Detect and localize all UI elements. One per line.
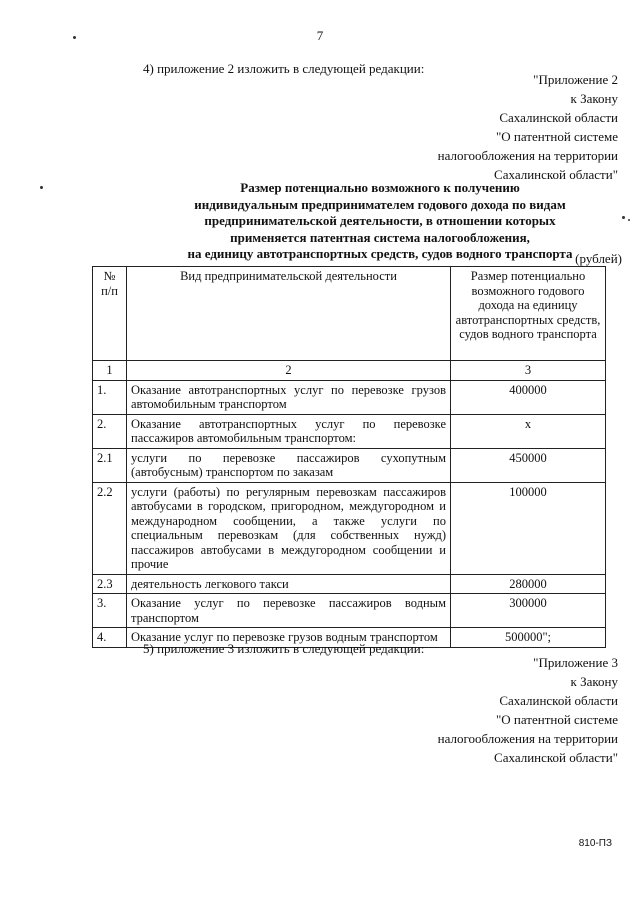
header-number: № п/п (93, 267, 127, 361)
amendment-4-text: 4) приложение 2 изложить в следующей редакции: (143, 61, 425, 76)
row-number: 2.2 (93, 482, 127, 574)
row-activity: услуги (работы) по регулярным перевозкам пассажиров автобусами в городском, пригородном, междугородном и международном сообщении, а также услуги по специальным перевозкам (для собственных нужд) пассажиров автобусами в междугородном сообщении и прочие (127, 482, 451, 574)
row-activity: услуги по перевозке пассажиров сухопутным (автобусным) транспортом по заказам (127, 448, 451, 482)
row-activity: деятельность легкового такси (127, 574, 451, 594)
attachment-2-line: Сахалинской области" (494, 167, 618, 182)
row-value: 100000 (451, 482, 606, 574)
header-income: Размер потенциально возможного годового дохода на единицу автотранспортных средств, судов водного транспорта (451, 267, 606, 361)
scan-speck (622, 216, 625, 219)
table-row (93, 380, 606, 414)
index-cell: 2 (127, 361, 451, 381)
attachment-3-line: к Закону (570, 674, 618, 689)
header-activity: Вид предпринимательской деятельности (127, 267, 451, 361)
row-activity: Оказание услуг по перевозке пассажиров водным транспортом (127, 594, 451, 628)
attachment-2-line: "О патентной системе (495, 129, 618, 144)
page-number: 7 (316, 28, 324, 43)
row-value: х (451, 414, 606, 448)
row-activity: Оказание автотранспортных услуг по перевозке пассажиров автомобильным транспортом: (127, 414, 451, 448)
index-cell: 3 (451, 361, 606, 381)
table-heading (150, 180, 610, 263)
row-number: 2. (93, 414, 127, 448)
attachment-3-line: "О патентной системе (495, 712, 618, 727)
amendment-5-text: 5) приложение 3 изложить в следующей редакции: (143, 641, 425, 656)
attachment-3-line: Сахалинской области (499, 693, 618, 708)
attachment-3-line: налогообложения на территории (437, 731, 618, 746)
scan-speck (73, 36, 76, 39)
row-value: 400000 (451, 380, 606, 414)
row-value: 280000 (451, 574, 606, 594)
row-activity: Оказание услуг по перевозке грузов водным транспортом (127, 628, 451, 648)
attachment-2-line: Сахалинской области (499, 110, 618, 125)
row-number: 2.1 (93, 448, 127, 482)
table-row (93, 482, 606, 574)
row-number: 4. (93, 628, 127, 648)
row-number: 3. (93, 594, 127, 628)
attachment-2-line: "Приложение 2 (533, 72, 618, 87)
attachment-2-line: к Закону (570, 91, 618, 106)
scan-speck (40, 186, 43, 189)
attachment-2-block (438, 70, 618, 184)
table-row (93, 414, 606, 448)
table-row (93, 448, 606, 482)
table-row (93, 594, 606, 628)
table-row (93, 574, 606, 594)
row-value: 500000"; (451, 628, 606, 648)
document-code: 810-ПЗ (578, 838, 612, 849)
attachment-3-line: "Приложение 3 (533, 655, 618, 670)
attachment-3-line: Сахалинской области" (494, 750, 618, 765)
row-number: 2.3 (93, 574, 127, 594)
unit-label: (рублей) (575, 251, 622, 266)
heading-line: применяется патентная система налогообложения, (230, 229, 530, 245)
row-value: 450000 (451, 448, 606, 482)
heading-line: на единицу автотранспортных средств, судов водного транспорта (187, 246, 573, 261)
attachment-2-line: налогообложения на территории (437, 148, 618, 163)
heading-line: индивидуальным предпринимателем годового дохода по видам (194, 196, 566, 212)
heading-line: предпринимательской деятельности, в отношении которых (204, 213, 556, 228)
income-table (92, 266, 606, 648)
scan-speck (628, 219, 630, 221)
row-activity: Оказание автотранспортных услуг по перевозке грузов автомобильным транспортом (127, 380, 451, 414)
table-header-row (93, 267, 606, 361)
heading-line: Размер потенциально возможного к получению (240, 180, 520, 195)
table-index-row (93, 361, 606, 381)
row-value: 300000 (451, 594, 606, 628)
attachment-3-block (438, 653, 618, 767)
row-number: 1. (93, 380, 127, 414)
index-cell: 1 (93, 361, 127, 381)
